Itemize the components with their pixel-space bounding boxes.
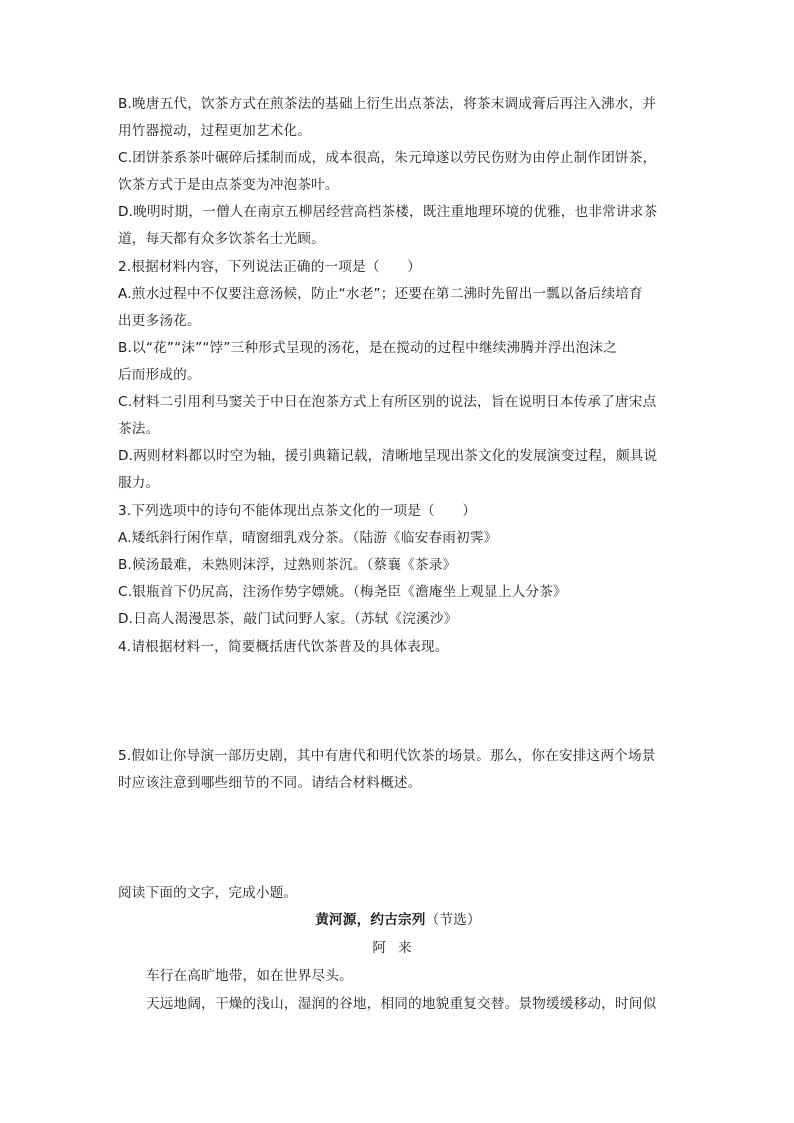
q1-option-d-line1: D.晚明时期，一僧人在南京五柳居经营高档茶楼，既注重地理环境的优雅，也非常讲求茶 <box>118 204 658 220</box>
q3-option-c: C.银瓶首下仍尻高，注汤作势字嫖姚。（梅尧臣《澹庵坐上观显上人分茶》 <box>118 584 567 600</box>
q2-stem: 2.根据材料内容，下列说法正确的一项是（ ） <box>118 259 422 275</box>
article-title-sub: （节选） <box>425 912 481 928</box>
article-title <box>118 907 678 934</box>
article-paragraph-2: 天远地阔，干燥的浅山，湿润的谷地，相同的地貌重复交替。景物缓缓移动，时间似 <box>146 996 657 1012</box>
q3-option-a: A.矮纸斜行闲作草，晴窗细乳戏分茶。（陆游《临安春雨初霁》 <box>118 530 498 546</box>
q2-option-b-line1: B.以“花”“沫”“饽”三种形式呈现的汤花，是在搅动的过程中继续沸腾并浮出泡沫之 <box>118 340 617 356</box>
q1-option-b-line1: B.晚唐五代，饮茶方式在煎茶法的基础上衍生出点茶法，将茶末调成膏后再注入沸水，并 <box>118 96 657 112</box>
q1-option-b-line2: 用竹器搅动，过程更加艺术化。 <box>118 123 312 139</box>
q2-option-c-line2: 茶法。 <box>118 421 160 437</box>
q3-option-d: D.日高人渴漫思茶，敲门试问野人家。（苏轼《浣溪沙》 <box>118 611 458 627</box>
reading-instruction: 阅读下面的文字，完成小题。 <box>118 885 298 901</box>
q5-line1: 5.假如让你导演一部历史剧，其中有唐代和明代饮茶的场景。那么，你在安排这两个场景 <box>118 748 656 764</box>
q1-option-c-line2: 饮茶方式于是由点茶变为冲泡茶叶。 <box>118 177 339 193</box>
q2-option-b-line2: 后而形成的。 <box>118 367 201 383</box>
q1-option-d-line2: 道，每天都有众多饮茶名士光顾。 <box>118 231 325 247</box>
q1-option-c-line1: C.团饼茶系茶叶碾碎后揉制而成，成本很高，朱元璋遂以劳民伤财为由停止制作团饼茶， <box>118 150 657 166</box>
q5-line2: 时应该注意到哪些细节的不同。请结合材料概述。 <box>118 775 422 791</box>
q3-option-b: B.候汤最难，未熟则沫浮，过熟则茶沉。（蔡襄《茶录》 <box>118 557 457 573</box>
q2-option-d-line2: 服力。 <box>118 475 160 491</box>
q3-stem: 3.下列选项中的诗句不能体现出点茶文化的一项是（ ） <box>118 503 477 519</box>
q2-option-c-line1: C.材料二引用利马窦关于中日在泡茶方式上有所区别的说法，旨在说明日本传承了唐宋点 <box>118 394 657 410</box>
q2-option-a-line2: 出更多汤花。 <box>118 313 201 329</box>
q4-stem: 4.请根据材料一，简要概括唐代饮茶普及的具体表现。 <box>118 639 449 655</box>
article-paragraph-1: 车行在高旷地带，如在世界尽头。 <box>146 968 353 984</box>
q2-option-a-line1: A.煎水过程中不仅要注意汤候，防止“水老”；还要在第二沸时先留出一瓢以备后续培育 <box>118 286 643 302</box>
article-author: 阿来 <box>372 940 424 956</box>
article-title-main: 黄河源，约古宗列 <box>315 912 426 928</box>
q2-option-d-line1: D.两则材料都以时空为轴，援引典籍记载，清晰地呈现出茶文化的发展演变过程，颇具说 <box>118 448 658 464</box>
